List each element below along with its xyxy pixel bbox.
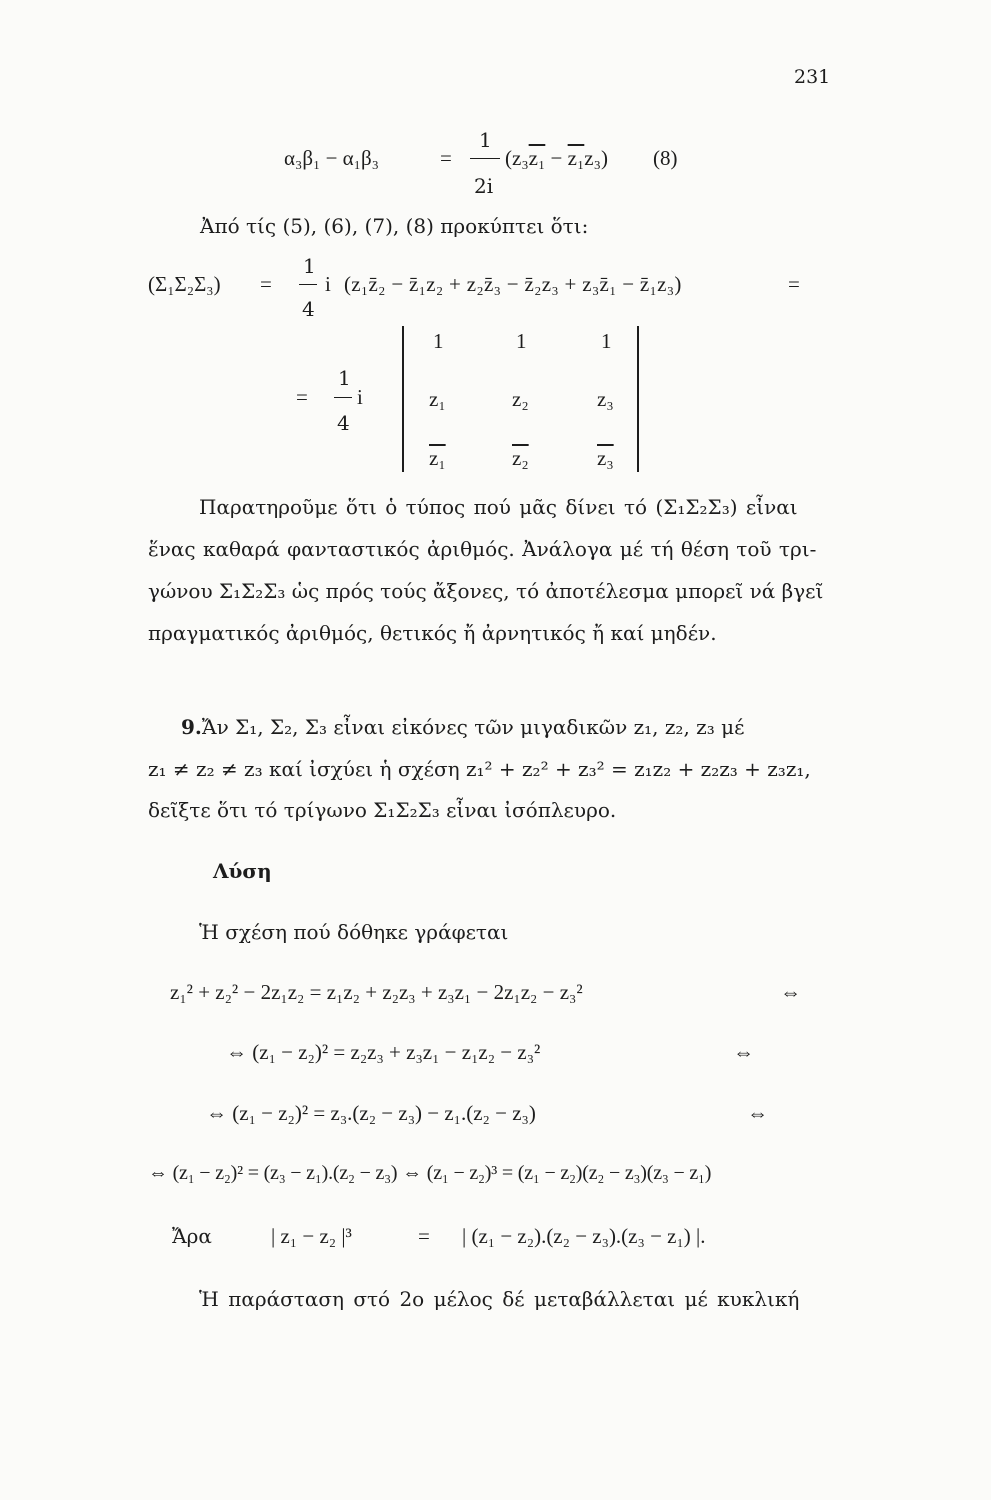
det-denominator: 4 bbox=[337, 411, 350, 435]
problem-number: 9. bbox=[181, 715, 202, 739]
det-cell-conj: z₂ bbox=[512, 446, 529, 470]
closing-line: Ἡ παράσταση στό 2ο μέλος δέ μεταβάλλεται μέ κυκλική bbox=[199, 1287, 800, 1311]
sigma-equals: = bbox=[260, 272, 272, 296]
sigma-i: i bbox=[325, 272, 331, 296]
sigma-fraction-bar bbox=[299, 284, 317, 285]
ara-equals: = bbox=[418, 1224, 430, 1248]
det-equals: = bbox=[296, 385, 308, 409]
iff-symbol: ⇔ bbox=[780, 980, 801, 1004]
det-right-bar bbox=[637, 326, 639, 472]
det-cell: 1 bbox=[601, 329, 612, 353]
solution-intro: Ἡ σχέση πού δόθηκε γράφεται bbox=[199, 920, 509, 944]
sigma-expr: (z₁z̄₂ − z̄₁z₂ + z₂z̄₃ − z̄₂z₃ + z₃z̄₁ − z̄₁z₃) bbox=[344, 272, 682, 296]
sigma-numerator: 1 bbox=[303, 254, 316, 278]
det-left-bar bbox=[402, 326, 404, 472]
ara-lhs: | z₁ − z₂ |³ bbox=[271, 1224, 352, 1248]
det-cell: 1 bbox=[433, 329, 444, 353]
solution-heading: Λύση bbox=[213, 859, 272, 883]
ara-rhs: | (z₁ − z₂).(z₂ − z₃).(z₃ − z₁) |. bbox=[462, 1224, 706, 1248]
paragraph-line: πραγματικός ἀριθμός, θετικός ἤ ἀρνητικός ἤ καί μηδέν. bbox=[148, 621, 717, 645]
eq8-numerator: 1 bbox=[479, 128, 492, 152]
det-cell-conj: z₃ bbox=[597, 446, 614, 470]
eq8-fraction-bar bbox=[470, 158, 500, 159]
paragraph-line: ἕνας καθαρά φανταστικός ἀριθμός. Ἀνάλογα μέ τή θέση τοῦ τρι- bbox=[148, 537, 817, 561]
det-cell: z₁ bbox=[429, 387, 446, 411]
det-cell: 1 bbox=[516, 329, 527, 353]
paragraph-line: Παρατηροῦμε ὅτι ὁ τύπος πού μᾶς δίνει τό (Σ₁Σ₂Σ₃) εἶναι bbox=[199, 495, 798, 519]
eq8-denominator: 2i bbox=[474, 174, 494, 198]
solution-equation-1: z₁² + z₂² − 2z₁z₂ = z₁z₂ + z₂z₃ + z₃z₁ − 2z₁z₂ − z₃² bbox=[170, 980, 583, 1004]
problem-line-3: δεῖξτε ὅτι τό τρίγωνο Σ₁Σ₂Σ₃ εἶναι ἰσόπλευρο. bbox=[148, 798, 617, 822]
det-cell: z₃ bbox=[597, 387, 614, 411]
page-number: 231 bbox=[794, 66, 831, 88]
det-numerator: 1 bbox=[338, 366, 351, 390]
solution-equation-2: ⇔ (z₁ − z₂)² = z₂z₃ + z₃z₁ − z₁z₂ − z₃² bbox=[226, 1040, 541, 1064]
text-from-equations: Ἀπό τίς (5), (6), (7), (8) προκύπτει ὅτι: bbox=[200, 214, 589, 238]
det-fraction-bar bbox=[334, 397, 352, 398]
solution-equation-3: ⇔ (z₁ − z₂)² = z₃.(z₂ − z₃) − z₁.(z₂ − z₃) bbox=[206, 1101, 536, 1125]
paragraph-line: γώνου Σ₁Σ₂Σ₃ ὡς πρός τούς ἄξονες, τό ἀποτέλεσμα μπορεῖ νά βγεῖ bbox=[148, 579, 824, 603]
det-cell-conj: z₁ bbox=[429, 446, 446, 470]
eq8-equals: = bbox=[440, 146, 452, 170]
eq8-rhs: (z₃z₁ − z₁z₃) bbox=[505, 146, 608, 170]
problem-line-1: 9.Ἄν Σ₁, Σ₂, Σ₃ εἶναι εἰκόνες τῶν μιγαδικῶν z₁, z₂, z₃ μέ bbox=[181, 715, 745, 739]
sigma-equals-end: = bbox=[788, 272, 800, 296]
eq8-label: (8) bbox=[653, 146, 678, 170]
iff-symbol: ⇔ bbox=[747, 1101, 768, 1125]
sigma-denominator: 4 bbox=[302, 297, 315, 321]
eq8-lhs: α₃β₁ − α₁β₃ bbox=[284, 146, 380, 170]
ara-word: Ἄρα bbox=[172, 1224, 212, 1248]
det-i: i bbox=[357, 385, 363, 409]
solution-equation-4: ⇔ (z₁ − z₂)² = (z₃ − z₁).(z₂ − z₃) ⇔ (z₁ − z₂)³ = (z₁ − z₂)(z₂ − z₃)(z₃ − z₁) bbox=[148, 1162, 712, 1184]
sigma-lhs: (Σ₁Σ₂Σ₃) bbox=[148, 272, 221, 296]
problem-line-2: z₁ ≠ z₂ ≠ z₃ καί ἰσχύει ἡ σχέση z₁² + z₂² + z₃² = z₁z₂ + z₂z₃ + z₃z₁, bbox=[148, 757, 811, 781]
iff-symbol: ⇔ bbox=[733, 1040, 754, 1064]
det-cell: z₂ bbox=[512, 387, 529, 411]
